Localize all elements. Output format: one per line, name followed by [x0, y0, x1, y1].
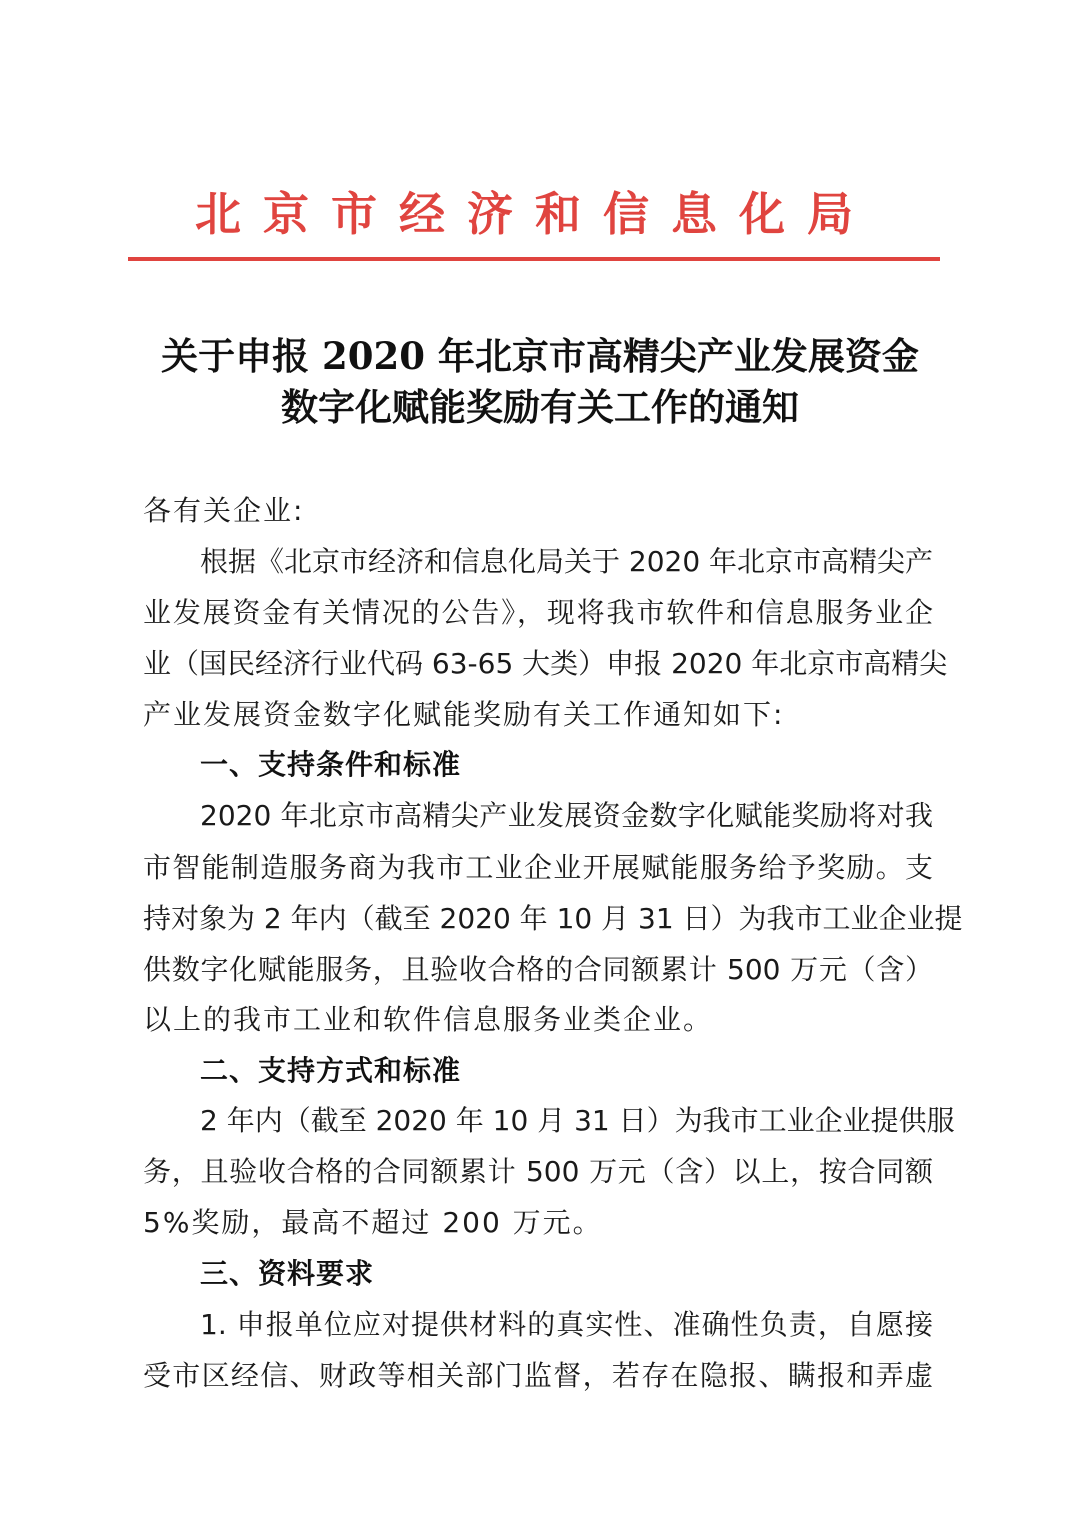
intro-line-4: 产业发展资金数字化赋能奖励有关工作通知如下:: [143, 698, 785, 731]
header-red-rule: [128, 257, 940, 261]
intro-line-1: 根据《北京市经济和信息化局关于 2020 年北京市高精尖产: [200, 545, 934, 578]
issuing-agency-header: 北京市经济和信息化局: [195, 187, 875, 241]
document-title-line-1: 关于申报 2020 年北京市高精尖产业发展资金: [161, 334, 919, 378]
section-2-line-2: 务，且验收合格的合同额累计 500 万元（含）以上，按合同额: [143, 1155, 933, 1188]
section-1-line-3: 持对象为 2 年内（截至 2020 年 10 月 31 日）为我市工业企业提: [143, 902, 963, 935]
section-2-line-3: 5%奖励，最高不超过 200 万元。: [143, 1206, 603, 1239]
section-2-line-1: 2 年内（截至 2020 年 10 月 31 日）为我市工业企业提供服: [200, 1104, 955, 1137]
salutation: 各有关企业:: [143, 494, 305, 527]
section-1-line-2: 市智能制造服务商为我市工业企业开展赋能服务给予奖励。支: [143, 851, 933, 884]
intro-line-3: 业（国民经济行业代码 63-65 大类）申报 2020 年北京市高精尖: [143, 647, 948, 680]
section-3-heading: 三、资料要求: [200, 1257, 375, 1290]
section-1-line-4: 供数字化赋能服务，且验收合格的合同额累计 500 万元（含）: [143, 953, 933, 986]
section-2-heading: 二、支持方式和标准: [200, 1054, 462, 1087]
section-1-line-5: 以上的我市工业和软件信息服务业类企业。: [143, 1003, 714, 1036]
section-3-line-1: 1. 申报单位应对提供材料的真实性、准确性负责，自愿接: [200, 1308, 933, 1341]
section-1-line-1: 2020 年北京市高精尖产业发展资金数字化赋能奖励将对我: [200, 799, 933, 832]
section-3-line-2: 受市区经信、财政等相关部门监督，若存在隐报、瞒报和弄虚: [143, 1359, 933, 1392]
intro-line-2: 业发展资金有关情况的公告》，现将我市软件和信息服务业企: [143, 596, 933, 629]
document-title-line-2: 数字化赋能奖励有关工作的通知: [281, 385, 799, 429]
section-1-heading: 一、支持条件和标准: [200, 748, 462, 781]
